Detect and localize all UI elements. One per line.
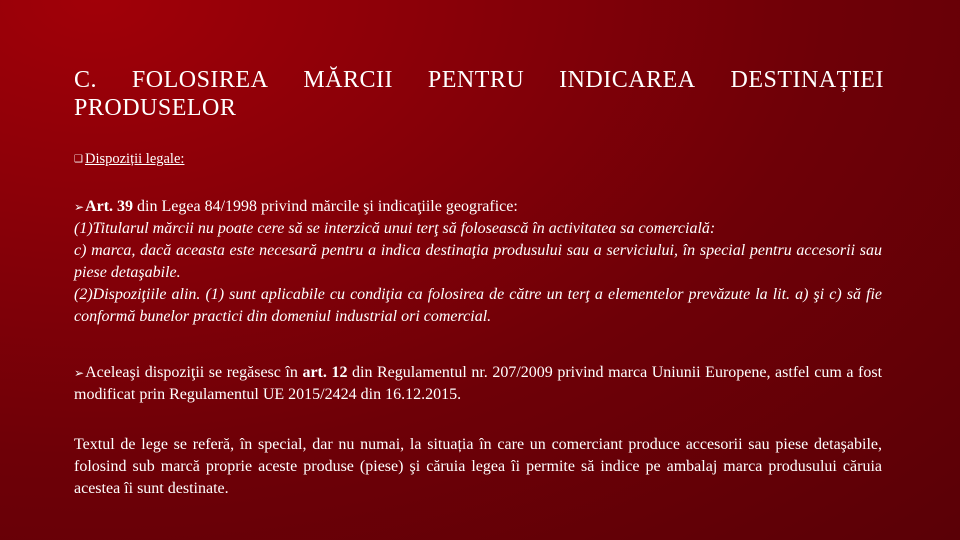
title-row2: PRODUSELOR	[74, 95, 237, 121]
title-word: INDICAREA	[559, 67, 696, 93]
q-square-icon: ❑	[74, 154, 83, 165]
title-word: MĂRCII	[303, 67, 393, 93]
art39-intro	[74, 196, 882, 218]
art39-intro-text: din Legea 84/1998 privind mărcile şi indicaţiile geografice:	[133, 198, 518, 215]
reg-start: Aceleaşi dispoziţii se regăsesc în	[85, 364, 303, 381]
art39-paragraph-c: c) marca, dacă aceasta este necesară pentru a indica destinaţia produsului sau a serviciului, în special pentru accesorii sau piese detaşabile.	[74, 242, 882, 281]
explanation-paragraph: Textul de lege se referă, în special, dar nu numai, la situația în care un comerciant produce accesorii sau piese detaşabile, folosind sub marcă proprie aceste produse (piese) şi căruia legea îi permite să indice pe ambalaj marca produsului căruia acestea îi sunt destinate.	[74, 436, 882, 497]
legal-provisions-heading	[74, 148, 882, 171]
art39-paragraph-2: (2)Dispoziţiile alin. (1) sunt aplicabile cu condiţia ca folosirea de către un terţ a elementelor prevăzute la lit. a) şi c) să fie conformă bunelor practici din domeniul industrial ori comercial.	[74, 286, 882, 325]
title-word: C.	[74, 67, 98, 93]
title-row1	[74, 66, 884, 94]
art39-ref: Art. 39	[85, 198, 134, 215]
reg-art: art. 12	[302, 364, 348, 381]
regulation-block	[74, 362, 882, 406]
legal-label: Dispoziții legale:	[84, 151, 185, 167]
slide-title	[74, 66, 884, 122]
arrow-bullet-icon: ➢	[74, 200, 85, 214]
reg-rest: din Regulamentul nr. 207/2009 privind marca Uniunii Europene, astfel cum a fost modificat prin Regulamentul UE 2015/2424 din 16.12.2015.	[74, 364, 883, 403]
art39-paragraph-1: (1)Titularul mărcii nu poate cere să se interzică unui terţ să folosească în activitatea sa comercială:	[74, 220, 716, 237]
title-word: FOLOSIREA	[131, 67, 269, 93]
title-word: PENTRU	[427, 67, 525, 93]
art39-block	[74, 196, 882, 328]
title-word: DESTINAȚIEI	[730, 67, 884, 93]
arrow-bullet-icon: ➢	[74, 366, 85, 380]
